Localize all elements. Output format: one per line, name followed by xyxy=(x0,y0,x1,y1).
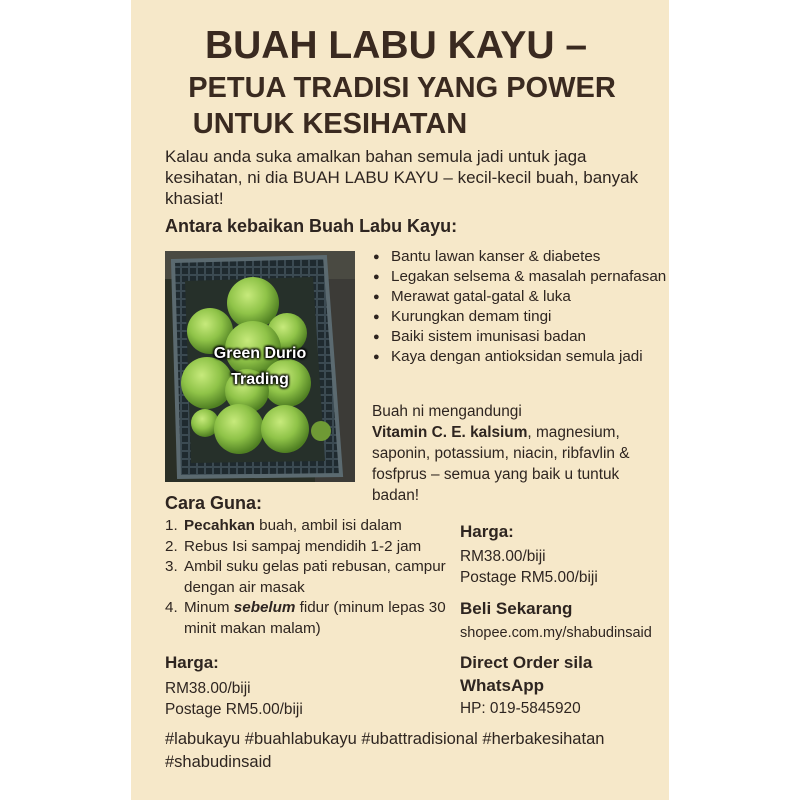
fruit-photo xyxy=(165,251,355,482)
step-text: Ambil suku gelas pati rebusan, campur dengan air masak xyxy=(184,558,446,596)
usage-step xyxy=(165,598,465,639)
step-text: Rebus Isi sampaj mendidih 1-2 jam xyxy=(184,537,422,555)
benefit-item: ● Legakan selsema & masalah pernafasan xyxy=(373,267,668,287)
order-heading-2: WhatsApp xyxy=(460,676,545,695)
postage-left: Postage RM5.00/biji xyxy=(165,701,303,718)
title-line-3: UNTUK KESIHATAN xyxy=(192,108,468,140)
usage-steps xyxy=(165,516,465,639)
poster xyxy=(131,0,669,800)
benefits-heading: Antara kebaikan Buah Labu Kayu: xyxy=(165,216,458,236)
price-left-heading: Harga: xyxy=(165,653,219,672)
nutrients-rest: , magnesium, saponin, potassium, niacin, ribfavlin & fosfprus – semua yang baik u tuntuk badan! xyxy=(372,424,630,504)
nutrients-bold: Vitamin C. E. kalsium xyxy=(372,424,528,441)
order-heading-1: Direct Order sila xyxy=(460,653,593,672)
step-number: 4. xyxy=(165,599,178,616)
nutrients-text xyxy=(372,401,668,506)
benefits-list xyxy=(373,247,668,367)
price-right-value: RM38.00/biji xyxy=(460,548,546,565)
step-text: fidur (minum lepas 30 minit makan malam) xyxy=(184,599,446,637)
fruit-basket-image xyxy=(165,251,355,482)
postage-right: Postage RM5.00/biji xyxy=(460,569,598,586)
title-line-2: PETUA TRADISI YANG POWER xyxy=(188,72,616,104)
shop-link[interactable]: shopee.com.my/shabudinsaid xyxy=(460,625,652,641)
step-number: 2. xyxy=(165,537,178,555)
benefit-item: ● Baiki sistem imunisasi badan xyxy=(373,327,668,347)
watermark-line-2: Trading xyxy=(231,371,289,388)
usage-step xyxy=(165,537,465,558)
phone-number[interactable]: HP: 019-5845920 xyxy=(460,700,581,717)
price-left-value: RM38.00/biji xyxy=(165,680,251,697)
usage-step xyxy=(165,516,465,537)
step-text: buah, ambil isi dalam xyxy=(254,517,402,534)
usage-heading: Cara Guna: xyxy=(165,493,263,513)
step-bold: Pecahkan xyxy=(184,517,255,534)
step-number: 1. xyxy=(165,517,178,534)
buy-heading: Beli Sekarang xyxy=(460,599,573,618)
benefit-item: ● Merawat gatal-gatal & luka xyxy=(373,287,668,307)
nutrients-intro: Buah ni mengandungi xyxy=(372,403,522,420)
step-pre: Minum xyxy=(184,599,234,616)
benefit-item: ● Bantu lawan kanser & diabetes xyxy=(373,247,668,267)
watermark-line-1: Green Durio xyxy=(213,345,307,362)
hashtags: #labukayu #buahlabukayu #ubattradisional #herbakesihatan #shabudinsaid xyxy=(165,730,605,771)
benefit-item: ● Kurungkan demam tingi xyxy=(373,307,668,327)
usage-step xyxy=(165,557,465,598)
intro-text: Kalau anda suka amalkan bahan semula jadi untuk jaga kesihatan, ni dia BUAH LABU KAYU – kecil-kecil buah, banyak khasiat! xyxy=(165,147,639,208)
benefit-item: ● Kaya dengan antioksidan semula jadi xyxy=(373,347,668,367)
step-italic: sebelum xyxy=(233,599,296,616)
price-right-heading: Harga: xyxy=(460,522,514,541)
title-line-1: BUAH LABU KAYU – xyxy=(204,24,588,67)
step-number: 3. xyxy=(165,558,178,575)
